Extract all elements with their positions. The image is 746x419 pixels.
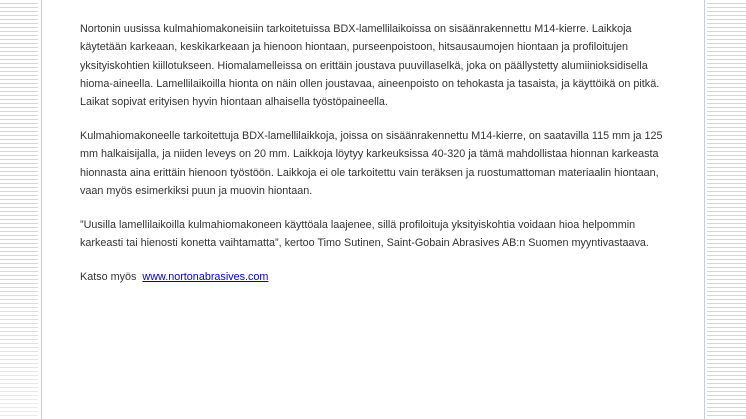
left-stripes-fade	[0, 260, 38, 419]
paragraph-availability: Kulmahiomakoneelle tarkoitettuja BDX-lamellilaikkoja, joissa on sisäänrakennettu M14-kierre, on saatavilla 115 mm ja 125 mm halkaisijalla, ja niiden leveys on 20 mm. Laikkoja löytyy karkeuksissa 40-320 ja tämä mahdollistaa hionnan karkeasta hionnasta aina erittäin hienoon työstöön. Laikkoja ei ole tarkoitettu vain teräksen ja ruostumattoman materiaalin hiontaan, vaan myös esimerkiksi puun ja muovin hiontaan.	[80, 130, 663, 197]
intro-paragraph-tail	[80, 0, 680, 4]
left-border-rule	[41, 0, 42, 419]
paragraph-quote: ”Uusilla lamellilaikoilla kulmahiomakoneen käyttöala laajenee, sillä profiloituja yksityiskohtia voidaan hioa helpommin karkeasti tai hienosti konetta vaihtamatta”, kertoo Timo Sutinen, Saint-Gobain Abrasives AB:n Suomen myyntivastaava.	[80, 219, 649, 250]
article-body	[80, 0, 680, 303]
see-also-label: Katso myös	[80, 271, 137, 284]
nortonabrasives-link[interactable]: www.nortonabrasives.com	[142, 271, 269, 284]
paragraph-product-description: Nortonin uusissa kulmahiomakoneisiin tarkoitetuissa BDX-lamellilaikoissa on sisäänrakennettu M14-kierre. Laikkoja käytetään karkeaan, keskikarkeaan ja hienoon hiontaan, purseenpoistoon, hitsausaumojen hiontaan ja profiloitujen yksityiskohtien kiillotukseen. Hiomalamelleissa on erittäin joustava puuvillaselkä, joka on päällystetty alumiinioksidisella hioma-aineella. Lamellilaikoilla hionta on näin ollen joustavaa, aineenpoisto on tehokasta ja tasaista, ja käyttöikä on pitkä. Laikat sopivat erityisen hyvin hiontaan alhaisella työstöpaineella.	[80, 23, 660, 109]
right-border-rule	[704, 0, 705, 419]
see-also-line	[80, 268, 680, 286]
right-decorative-stripes	[707, 0, 746, 419]
